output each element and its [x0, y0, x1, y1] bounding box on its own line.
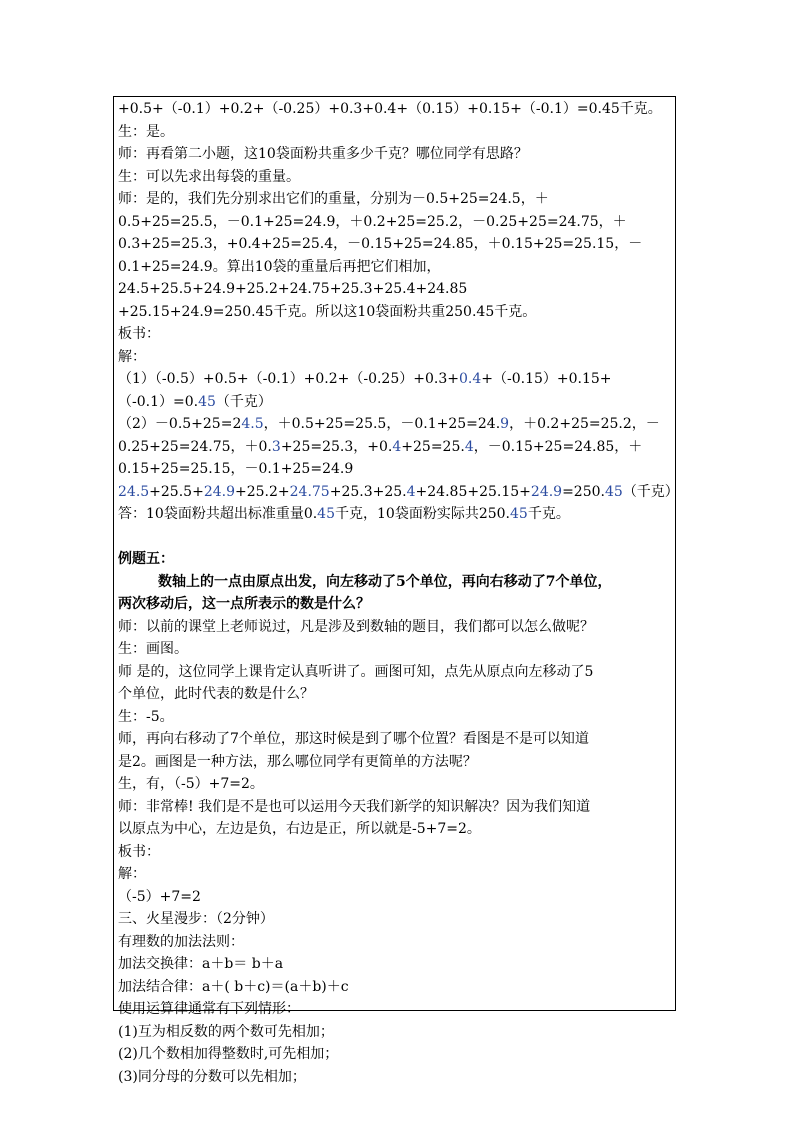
text-line	[118, 976, 672, 998]
text-segment: 三、火星漫步：（2分钟）	[118, 911, 274, 927]
text-line	[118, 458, 672, 480]
text-line	[118, 886, 672, 908]
text-segment: +25=25.3，+0.	[280, 438, 393, 455]
text-segment: 使用运算律通常有下列情形：	[118, 1001, 300, 1017]
text-line	[118, 931, 672, 953]
text-line	[118, 278, 672, 300]
text-segment: 板书：	[118, 326, 160, 342]
text-segment: 0.3+25=25.3，+0.4+25=25.4，－0.15+25=24.85，＋0.15+25=25.15，－	[118, 236, 643, 252]
text-line	[118, 571, 672, 593]
text-segment: 45	[198, 393, 216, 410]
text-line	[118, 526, 672, 548]
text-segment: 两次移动后，这一点所表示的数是什么？	[118, 596, 370, 612]
text-segment: 师：是的，我们先分别求出它们的重量，分别为－0.5+25=24.5，＋	[118, 191, 549, 207]
text-line	[118, 368, 672, 390]
text-segment: +25.5+	[149, 483, 204, 500]
text-line	[118, 256, 672, 278]
text-line	[118, 503, 672, 525]
text-line	[118, 773, 672, 795]
text-line	[118, 998, 672, 1020]
text-line	[118, 121, 672, 143]
text-line	[118, 413, 672, 435]
text-segment: 24.9	[203, 483, 235, 500]
text-segment: 0.25+25=24.75，＋0.	[118, 438, 272, 455]
text-line	[118, 481, 679, 503]
text-segment: 师：以前的课堂上老师说过，凡是涉及到数轴的题目，我们都可以怎么做呢？	[118, 618, 594, 635]
text-segment: 4.5	[241, 416, 264, 432]
text-line	[118, 728, 672, 750]
text-segment: （1）（-0.5）+0.5+（-0.1）+0.2+（-0.25）+0.3+	[118, 371, 459, 387]
text-line	[118, 548, 672, 570]
text-segment: 答：10袋面粉共超出标准重量0.	[118, 506, 318, 522]
text-segment: 千克，10袋面粉实际共250.	[335, 506, 510, 522]
text-segment: 解：	[118, 348, 146, 365]
text-line	[118, 1021, 672, 1043]
text-segment: 板书：	[118, 843, 160, 860]
text-line	[118, 818, 672, 840]
text-segment: +（-0.15）+0.15+	[481, 371, 612, 387]
text-segment: 师，再向右移动了7个单位，那这时候是到了哪个位置？看图是不是可以知道	[118, 731, 589, 747]
text-line	[118, 323, 672, 345]
text-line	[118, 1066, 672, 1088]
text-segment: 45	[604, 483, 623, 500]
text-segment: 解：	[118, 866, 146, 882]
text-segment: 师：再看第二小题，这10袋面粉共重多少千克？哪位同学有思路？	[118, 146, 528, 162]
text-segment: +0.5+（-0.1）+0.2+（-0.25）+0.3+0.4+（0.15）+0.15+（-0.1）=0.45千克。	[118, 101, 662, 117]
text-line	[118, 391, 672, 413]
text-segment: 4	[464, 438, 474, 455]
text-segment: 45	[510, 506, 528, 522]
text-segment: =250.	[562, 483, 605, 500]
text-line	[118, 593, 672, 615]
text-segment: 个单位，此时代表的数是什么？	[118, 686, 314, 702]
text-segment: 生：可以先求出每袋的重量。	[118, 168, 300, 185]
text-segment: ，－0.15+25=24.85，＋	[473, 438, 643, 455]
text-segment: (3)同分母的分数可以先相加；	[118, 1068, 306, 1085]
text-segment: 师：非常棒! 我们是不是也可以运用今天我们新学的知识解决？因为我们知道	[118, 798, 591, 815]
text-line	[118, 233, 672, 255]
text-segment: 24.75	[289, 483, 330, 500]
text-segment: 生，有，（-5）+7=2。	[118, 776, 264, 792]
text-segment: 师 是的，这位同学上课肯定认真听讲了。画图可知，点先从原点向左移动了5	[118, 663, 594, 680]
text-segment: 4	[392, 438, 402, 455]
text-segment: +24.85+25.15+	[415, 483, 531, 500]
text-line	[118, 841, 672, 863]
text-line	[118, 638, 672, 660]
text-line	[118, 346, 672, 368]
text-segment: 千克。	[527, 506, 570, 522]
text-segment: 45	[317, 506, 335, 522]
text-segment: 加法结合律：a＋( b＋c)＝(a＋b)＋c	[118, 978, 349, 995]
text-segment: 3	[271, 438, 281, 455]
text-segment: +25.2+	[234, 483, 290, 500]
text-line	[118, 796, 672, 818]
text-segment: +25.15+24.9=250.45千克。所以这10袋面粉共重250.45千克。	[118, 303, 537, 320]
text-line	[118, 436, 672, 458]
text-segment: 生：是。	[118, 123, 174, 140]
text-segment: 生：画图。	[118, 641, 188, 657]
text-segment: ，＋0.5+25=25.5，－0.1+25=24.	[263, 416, 501, 432]
text-segment: 0.15+25=25.15，－0.1+25=24.9	[118, 461, 354, 477]
text-segment: 有理数的加法法则：	[118, 933, 244, 950]
text-segment: （2）－0.5+25=2	[118, 416, 242, 432]
text-segment: 例题五：	[118, 551, 174, 567]
text-segment: 24.5	[118, 483, 150, 500]
text-segment: ，＋0.2+25=25.2，－	[509, 416, 660, 432]
text-segment: 24.9	[530, 483, 563, 500]
text-line	[118, 1043, 672, 1065]
text-line	[118, 166, 672, 188]
text-line	[118, 301, 672, 323]
text-line	[118, 683, 672, 705]
text-line	[118, 143, 672, 165]
text-line	[118, 211, 672, 233]
text-segment: （-5）+7=2	[118, 888, 201, 905]
text-segment: （千克）	[215, 393, 272, 410]
text-line	[118, 98, 672, 120]
text-segment: (2)几个数相加得整数时,可先相加；	[118, 1046, 339, 1062]
text-segment: 加法交换律：a＋b＝ b＋a	[118, 956, 284, 972]
text-line	[118, 953, 672, 975]
text-line	[118, 616, 672, 638]
text-segment: （-0.1）=0.	[118, 393, 199, 410]
text-line	[118, 751, 672, 773]
text-segment: 是2。画图是一种方法，那么哪位同学有更简单的方法呢？	[118, 753, 477, 770]
text-segment: 0.1+25=24.9。算出10袋的重量后再把它们相加，	[118, 258, 441, 275]
text-segment: 24.5+25.5+24.9+25.2+24.75+25.3+25.4+24.85	[118, 281, 468, 297]
text-segment: 4	[406, 483, 416, 500]
text-segment: 0.4	[458, 371, 482, 387]
text-line	[118, 661, 672, 683]
text-segment: 数轴上的一点由原点出发，向左移动了5个单位，再向右移动了7个单位，	[158, 573, 612, 590]
text-line	[118, 908, 672, 930]
text-line	[118, 863, 672, 885]
text-segment: 0.5+25=25.5，－0.1+25=24.9，＋0.2+25=25.2，－0.25+25=24.75，＋	[118, 213, 627, 230]
text-segment: （千克）	[622, 483, 679, 500]
text-segment: +25=25.	[401, 438, 465, 455]
text-segment: (1)互为相反数的两个数可先相加；	[118, 1023, 334, 1040]
text-segment: 以原点为中心，左边是负，右边是正，所以就是-5+7=2。	[118, 821, 481, 837]
text-segment: 9	[500, 416, 510, 432]
text-segment: 生：-5。	[118, 708, 174, 725]
text-segment: +25.3+25.	[329, 483, 407, 500]
text-line	[118, 706, 672, 728]
text-line	[118, 188, 672, 210]
